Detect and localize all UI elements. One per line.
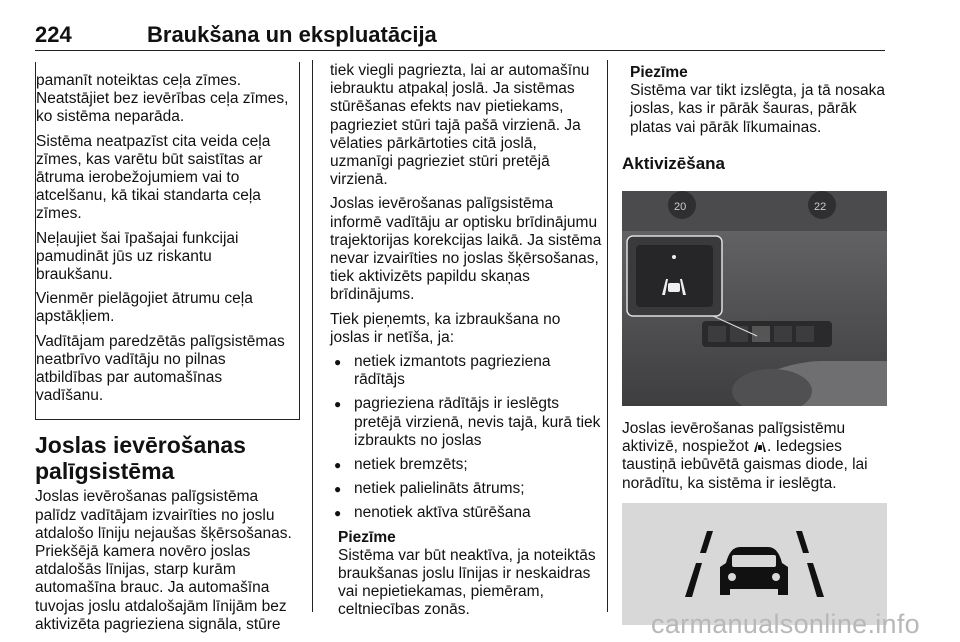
warning-paragraph: Sistēma neatpazīst cita veida ceļa zīmes, kas varētu būt saistītas ar ātruma ierobežojumiem vai to atcelšanu, kā tikai standarta ceļa zīmes. xyxy=(36,132,271,223)
list-item: ● nenotiek aktīva stūrēšana xyxy=(330,504,602,522)
subheading: Aktivizēšana xyxy=(622,153,725,173)
list-item: ● netiek bremzēts; xyxy=(330,456,602,474)
warning-paragraph: Vadītājam paredzētās palīgsistēmas neatbrīvo vadītāju no pilnas atbildības par automašīnas vadīšanu. xyxy=(36,332,285,405)
paragraph: tiek viegli pagriezta, lai ar automašīnu iebrauktu atpakaļ joslā. Ja sistēmas stūrēšanas efekts nav pietiekams, pagrieziet stūri tajā pašā virzienā. Ja vēlaties pārkārtoties citā joslā, uzmanīgi pagrieziet stūri pretējā virzienā. xyxy=(330,62,590,189)
note-body: Sistēma var tikt izslēgta, ja tā nosaka joslas, kas ir pārāk šauras, pārāk platas vai pārāk līkumainas. xyxy=(630,82,886,136)
console-illustration xyxy=(622,191,887,406)
note-body: Sistēma var būt neaktīva, ja noteiktās braukšanas joslu līnijas ir neskaidras vai nepietiekamas, piemēram, celtniecības zonās. xyxy=(338,546,596,619)
note-title: Piezīme xyxy=(338,528,396,546)
column-left xyxy=(35,62,300,640)
column-divider xyxy=(312,60,313,612)
section-title: Joslas ievērošanas palīgsistēma xyxy=(35,432,246,485)
lane-assist-icon xyxy=(622,503,887,625)
lane-assist-icon xyxy=(753,440,767,452)
temp-label-left: 20 xyxy=(674,201,687,214)
page-number: 224 xyxy=(35,22,72,47)
warning-paragraph: Vienmēr pielāgojiet ātrumu ceļa apstākļiem. xyxy=(36,290,253,326)
column-divider xyxy=(607,60,608,612)
paragraph: Joslas ievērošanas palīgsistēma informē vadītāju ar optisku brīdinājumu trajektorijas korekcijas laikā. Ja sistēma nevar izvairīties no joslas šķērsošanas, tiek aktivizēts papildu skaņas brīdinājums. xyxy=(330,195,602,304)
condition-list xyxy=(330,353,602,523)
list-item: ● netiek izmantots pagrieziena rādītājs xyxy=(330,353,602,389)
chapter-title: Braukšana un ekspluatācija xyxy=(147,22,437,47)
lane-assist-symbol xyxy=(622,503,887,625)
list-item: ● netiek palielināts ātrums; xyxy=(330,480,602,498)
warning-box xyxy=(35,62,300,420)
note-block xyxy=(330,529,602,620)
page-header xyxy=(35,14,885,51)
column-right xyxy=(622,64,890,625)
note-block xyxy=(622,64,890,137)
list-item: ● pagrieziena rādītājs ir ieslēgts pretējā virzienā, nevis tajā, kurā tiek izbraukts no joslas xyxy=(330,395,602,450)
column-middle xyxy=(330,62,602,620)
temp-label-right: 22 xyxy=(814,201,827,214)
warning-paragraph: pamanīt noteiktas ceļa zīmes. Neatstājiet bez ievērības ceļa zīmes, ko sistēma neparāda. xyxy=(36,72,289,126)
paragraph: Tiek pieņemts, ka izbraukšana no joslas ir netīša, ja: xyxy=(330,310,561,346)
warning-paragraph: Neļaujiet šai īpašajai funkcijai pamudināt jūs uz riskantu braukšanu. xyxy=(36,229,239,284)
console-photo xyxy=(622,191,887,406)
section-body: Joslas ievērošanas palīgsistēma palīdz vadītājam izvairīties no joslu atdalošo līniju nejaušas šķērsošanas. Priekšējā kamera novēro joslas atdalošās līnijas, starp kurām automašīna brauc. Ja automašīna tuvojas joslu atdalošajām līnijām bez aktivizēta pagrieziena signāla, stūre xyxy=(35,488,292,633)
activation-text: Joslas ievērošanas palīgsistēmu aktivizē, nospiežot . Iedegsies taustiņā iebūvētā gaismas diode, lai norādītu, ka sistēma ir ieslēgta. xyxy=(622,420,868,492)
watermark: carmanualsonline.info xyxy=(651,609,920,639)
note-title: Piezīme xyxy=(630,64,688,81)
